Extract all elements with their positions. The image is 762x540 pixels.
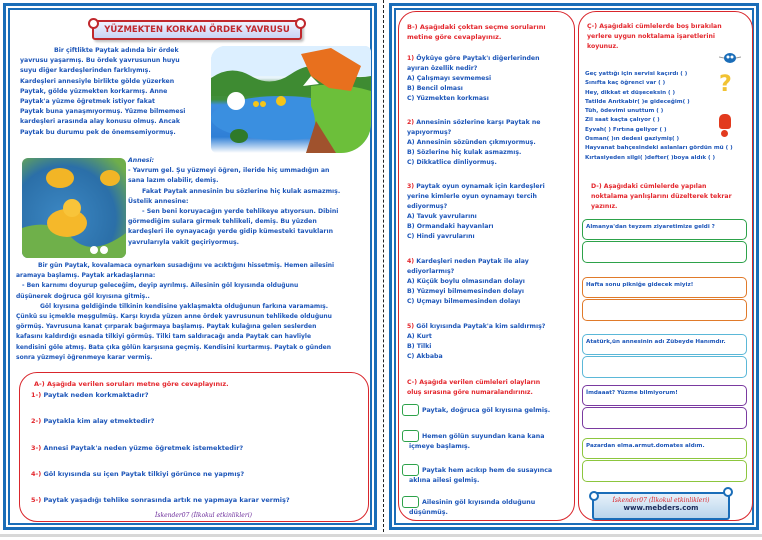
section-d-answer-1[interactable] [582,241,747,263]
story-paragraph-3: Bir gün Paytak, kovalamaca oynarken susadığını ve acıktığını hissetmiş. Hemen ailesini aramaya başlamış. Paytak arkadaşlarına: - Ben karnımı doyurup geleceğim, deyip ayrılmış. Ailesinin göl kıyısında olduğunu düşünerek doğruca göl kıyısına gitmiş.. Göl kıyısına geldiğinde tilkinin kendisine yaklaşmakta olduğunun farkına varamamış. Çünkü su içmekle meşgulmüş. Karşı kıyıda yüzen anne ördek yavrusunun tehlikede olduğunu görmüş. Yavrusuna kanat çırparak bağırmaya başlamış. Paytak kulağına gelen seslerden kafasını kaldırdığı esnada tilkiyi görmüş. Tilki tam saldıracağı anda Paytak can havliyle kendisini göle atmış. Bata çıka gölün karşısına geçmiş. Kendisini kurtarmış. Paytak o günden sonra yüzmeyi öğrenmeye karar vermiş. [16,262,335,361]
order-number-box[interactable] [402,464,419,476]
punctuation-sentence[interactable]: Hey, dikkat et düşeceksin ( ) [585,89,676,96]
order-number-box[interactable] [402,430,419,442]
section-a-question-5: 5-) Paytak yaşadığı tehlike sonrasında artık ne yapmaya karar vermiş? [31,496,290,504]
section-a-box [19,372,369,522]
punctuation-sentence[interactable]: Hayvanat bahçesindeki aslanları gördün mü ( ) [585,145,733,152]
punctuation-sentence[interactable]: Osman( )ın dedesi gaziymiş( ) [585,136,680,143]
section-c-item-3: Paytak hem acıkıp hem de susayınca aklına ailesi gelmiş. [402,464,567,486]
footer-website[interactable]: www.mebders.com [623,504,699,512]
section-d-heading: D-) Aşağıdaki cümlelerde yapılan noktalama yanlışlarını düzelterek tekrar yazınız. [591,183,732,210]
option[interactable]: A) Çalışmayı sevmemesi [407,75,492,82]
option[interactable]: C) Dikkatlice dinliyormuş. [407,159,497,166]
section-d-answer-2[interactable] [582,299,747,321]
punctuation-sentence[interactable]: Kırtasiyeden silgi( )defter( )boya aldık ( ) [585,154,716,161]
option[interactable]: C) Akbaba [407,353,443,360]
punctuation-sentence[interactable]: Eyvah( ) Fırtına geliyor ( ) [585,126,667,133]
left-page [3,3,377,530]
order-number-box[interactable] [402,496,419,508]
bottom-divider [0,534,762,537]
section-cc-heading: Ç-) Aşağıdaki cümlelerde boş bırakılan yerlere uygun noktalama işaretlerini koyunuz. [587,23,722,50]
section-b-question-1: 1) Öyküye göre Paytak'ı diğerlerinden ayıran özellik nedir? A) Çalışmayı sevmemesi B) Bencil olması C) Yüzmekten korkması [407,55,540,102]
option[interactable]: C) Yüzmekten korkması [407,95,489,102]
section-d-sentence-1: Almanya'dan teyzem ziyaretimize geldi ? [582,219,747,240]
section-c-item-4: Ailesinin göl kıyısında olduğunu düşünmüş. [402,496,567,518]
story-paragraph-2: Annesi: - Yavrum gel. Şu yüzmeyi öğren, ileride hiç ummadığın an sana lazım olabilir, demiş. Fakat Paytak annesinin bu sözlerine hiç kulak asmazmış. Üstelik annesine: - Sen beni koruyacağın yerde tehlikeye atıyorsun. Dibini görmediğim sulara girmek tehlikeli, demiş. Bu yüzden kardeşleri ile oynayacağı yerde gidip kümesteki tavukların yavrularıyla vakit geçiriyormuş. [128,157,341,246]
section-d-sentence-3: Atatürk,ün annesinin adı Zübeyde Hanımdır. [582,334,747,355]
footer-signature: İskender07 (İlkokul etkinlikleri) [612,497,710,504]
story-title: YÜZMEKTEN KORKAN ÖRDEK YAVRUSU [92,20,302,40]
comma-mascot-icon [719,50,741,64]
option[interactable]: C) Uçmayı bilmemesinden dolayı [407,298,521,305]
section-d-answer-3[interactable] [582,356,747,378]
question-mark-mascot-icon: ? [719,72,732,97]
section-cc-sentences [585,70,733,163]
fox-and-ducks-illustration [211,46,371,153]
option[interactable]: B) Yüzmeyi bilmemesinden dolayı [407,288,524,295]
section-d-sentence-5: Pazardan elma.armut.domates aldım. [582,438,747,459]
option[interactable]: B) Tilki [407,343,432,350]
section-a-question-3: 3-) Annesi Paytak'a neden yüzme öğretmek istemektedir? [31,444,244,452]
page-fold-line [383,0,384,532]
section-b-question-2: 2) Annesinin sözlerine karşı Paytak ne yapıyormuş? A) Annesinin sözünden çıkmıyormuş. B) Sözlerine hiç kulak asmazmış. C) Dikkatlice dinliyormuş. [407,119,541,166]
section-b-question-5: 5) Göl kıyısında Paytak'a kim saldırmış? A) Kurt B) Tilki C) Akbaba [407,323,546,360]
option[interactable]: A) Tavuk yavrularını [407,213,477,220]
option[interactable]: C) Hindi yavrularını [407,233,475,240]
section-a-question-1: 1-) Paytak neden korkmaktadır? [31,391,149,399]
punctuation-sentence[interactable]: Tatilde Anıtkabir( )e gideceğim( ) [585,98,690,105]
option[interactable]: B) Ormandaki hayvanları [407,223,494,230]
section-d-sentence-2: Hafta sonu pikniğe gidecek miyiz! [582,277,747,298]
punctuation-sentence[interactable]: Geç yattığı için servisi kaçırdı ( ) [585,71,688,77]
story-paragraph-1: Bir çiftlikte Paytak adında bir ördek yavrusu yaşarmış. Bu ördek yavrusunun huyu suyu diğer kardeşlerinden farklıymış. Kardeşleri annesiyle birlikte gölde yüzerken Paytak, gölde yüzmekten korkarmış. Anne Paytak'a yüzme öğretmek istiyor fakat Paytak buna yanaşmıyormuş. Yüzme bilmemesi kardeşleri arasında alay konusu olmuş. Ancak Paytak bu durumu pek de önemsemiyormuş. [20,47,186,136]
section-d-answer-5[interactable] [582,460,747,482]
ducklings-in-pond-illustration [22,158,126,258]
option[interactable]: A) Annesinin sözünden çıkmıyormuş. [407,139,536,146]
order-number-box[interactable] [402,404,419,416]
option[interactable]: B) Sözlerine hiç kulak asmazmış. [407,149,522,156]
section-b-heading: B-) Aşağıdaki çoktan seçme sorularını metine göre cevaplayınız. [407,23,546,41]
option[interactable]: A) Küçük boylu olmasından dolayı [407,278,525,285]
section-c-item-2: Hemen gölün suyundan kana kana içmeye başlamış. [402,430,567,452]
option[interactable]: B) Bencil olması [407,85,463,92]
section-a-question-4: 4-) Göl kıyısında su içen Paytak tilkiyi görünce ne yapmış? [31,470,245,478]
author-signature: İskender07 (İlkokul etkinlikleri) [155,512,252,519]
section-a-question-2: 2-) Paytakla kim alay etmektedir? [31,417,155,425]
footer-scroll [592,492,730,520]
section-d-answer-4[interactable] [582,407,747,429]
section-d-sentence-4: İmdaaat? Yüzme bilmiyorum! [582,385,747,406]
option[interactable]: A) Kurt [407,333,432,340]
section-c-heading: C-) Aşağıda verilen cümleleri olayların oluş sırasına göre numaralandırınız. [407,379,541,396]
section-b-question-3: 3) Paytak oyun oynamak için kardeşleri yerine kimlerle oyun oynamayı tercih ediyormuş? A) Tavuk yavrularını B) Ormandaki hayvanları C) Hindi yavrularını [407,183,545,240]
section-b-c-box [398,11,575,521]
punctuation-sentence[interactable]: Sınıfta kaç öğrenci var ( ) [585,80,666,87]
right-page [389,3,759,530]
section-c-item-1: Paytak, doğruca göl kıyısına gelmiş. [402,404,567,416]
punctuation-sentence[interactable]: Zil saat kaçta çalıyor ( ) [585,117,660,124]
punctuation-sentence[interactable]: Tüh, ödevimi unuttum ( ) [585,108,664,115]
section-b-question-4: 4) Kardeşleri neden Paytak ile alay ediyorlarmış? A) Küçük boylu olmasından dolayı B) Yüzmeyi bilmemesinden dolayı C) Uçmayı bilmemesinden dolayı [407,258,529,305]
section-a-heading: A-) Aşağıda verilen soruları metne göre cevaplayınız. [34,380,229,388]
